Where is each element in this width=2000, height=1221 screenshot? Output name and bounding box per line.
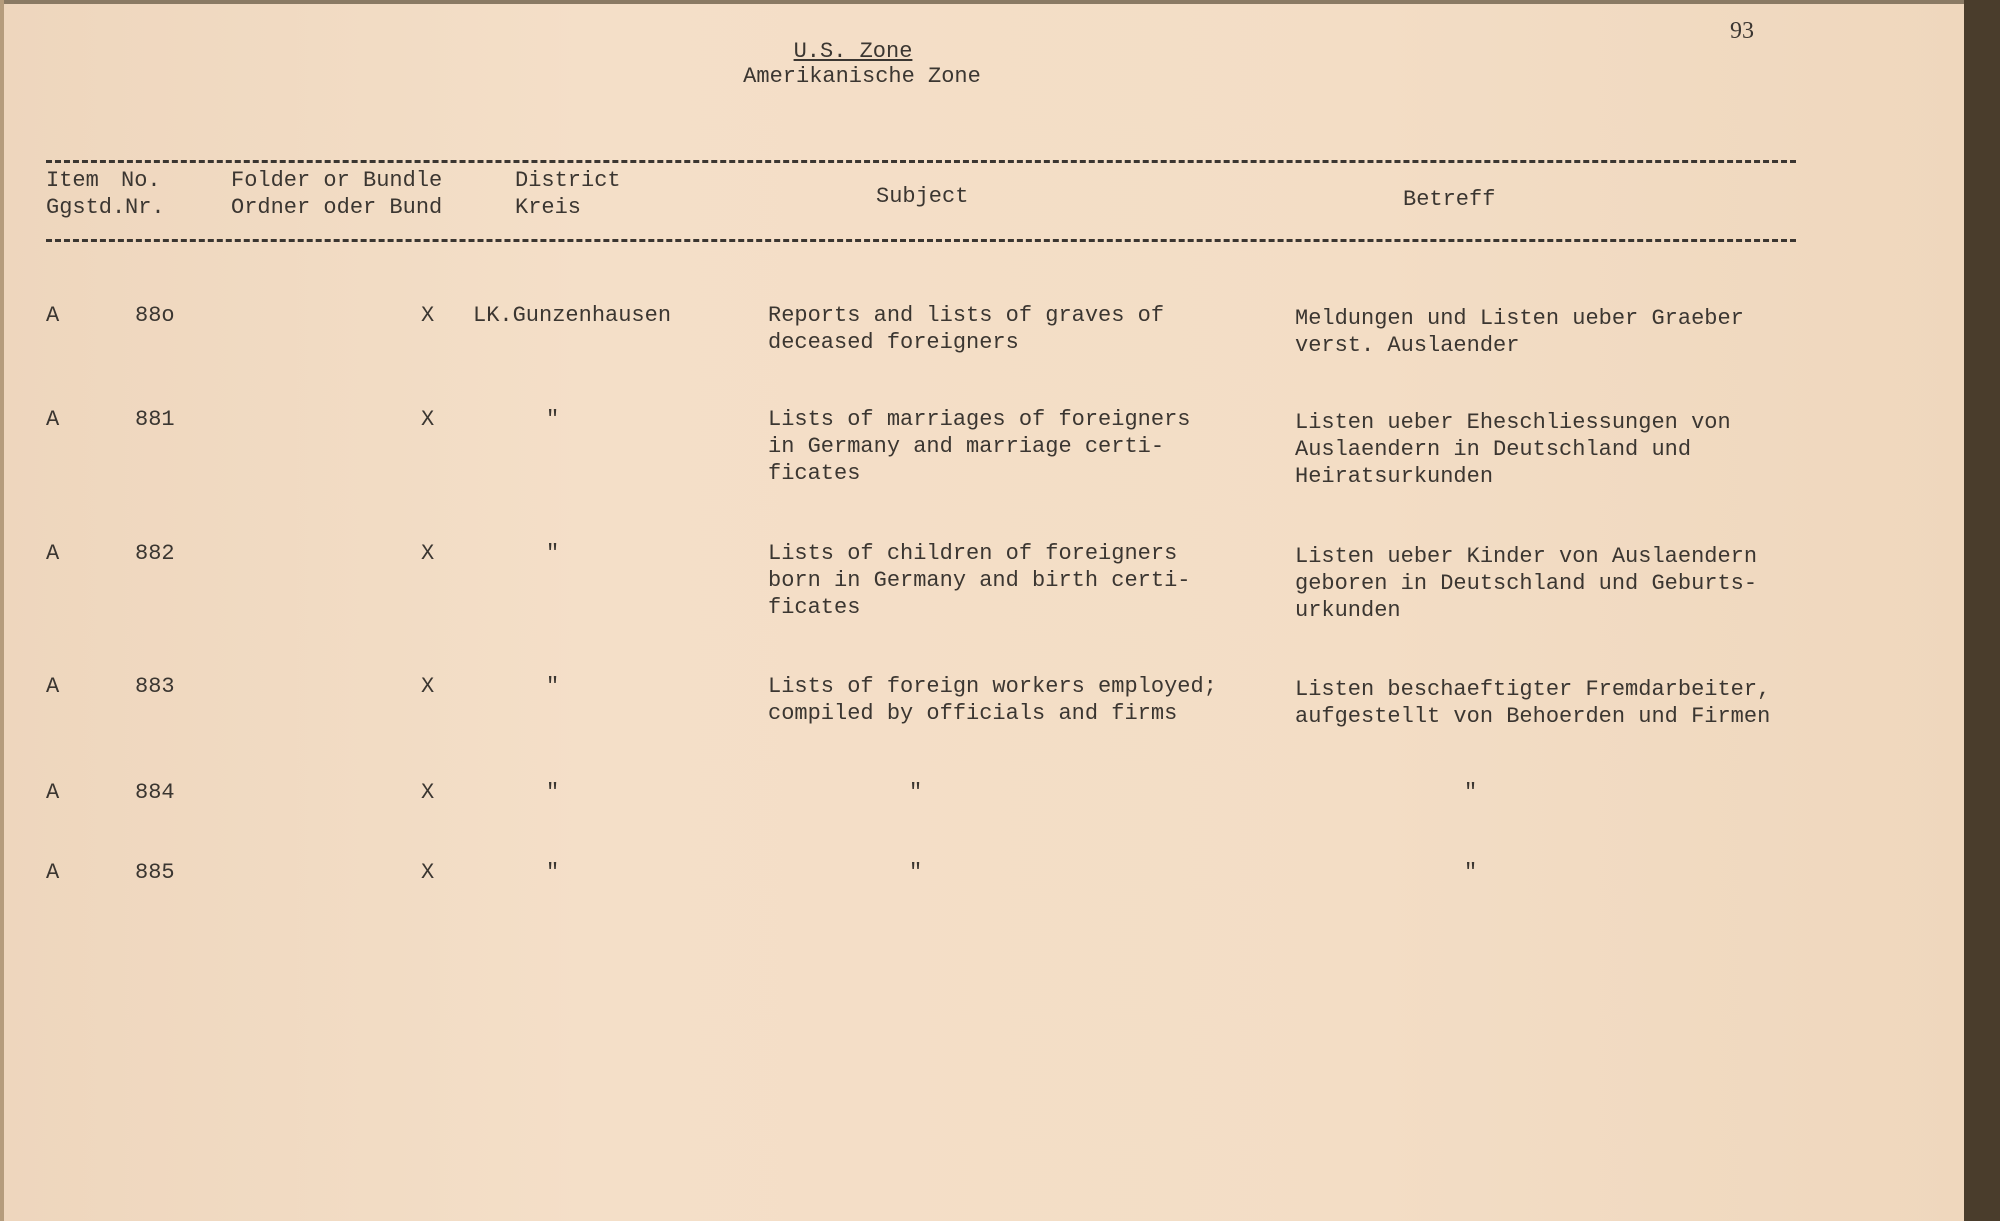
row-number: 882 [135,541,175,566]
row-district: " [546,541,560,566]
page-left-edge [0,0,4,1221]
page-top-edge [0,0,1964,4]
row-subject: " [909,860,923,885]
row-betreff: " [1464,780,1478,805]
header-district: District [515,168,621,193]
row-folder-mark: X [421,407,435,432]
header-item: Item [46,168,99,193]
row-item: A [46,860,60,885]
header-betreff: Betreff [1403,187,1496,212]
row-number: 88o [135,303,175,328]
row-item: A [46,541,60,566]
row-district: " [546,674,560,699]
row-folder-mark: X [421,674,435,699]
row-number: 881 [135,407,175,432]
row-betreff: " [1464,860,1478,885]
row-item: A [46,780,60,805]
header-no-de: Nr. [125,195,165,220]
row-district: " [546,407,560,432]
row-number: 884 [135,780,175,805]
row-district: " [546,860,560,885]
header-district-de: Kreis [515,195,582,220]
row-betreff: Listen beschaeftigter Fremdarbeiter, aufgestellt von Behoerden und Firmen [1295,677,1771,729]
row-folder-mark: X [421,303,435,328]
header-no: No. [121,168,161,193]
zone-title: U.S. Zone [793,39,913,64]
row-betreff: Meldungen und Listen ueber Graeber verst. Auslaender [1295,306,1744,358]
row-subject: Lists of children of foreigners born in Germany and birth certi- ficates [768,541,1191,620]
row-number: 883 [135,674,175,699]
row-subject: Lists of foreign workers employed; compiled by officials and firms [768,674,1217,726]
header-subject: Subject [876,184,969,209]
row-folder-mark: X [421,860,435,885]
row-item: A [46,407,60,432]
row-district: LK.Gunzenhausen [473,303,672,328]
zone-subtitle: Amerikanische Zone [743,64,981,89]
row-subject: Lists of marriages of foreigners in Germany and marriage certi- ficates [768,407,1191,486]
header-divider-bottom [46,239,1796,242]
row-subject: " [909,780,923,805]
header-folder: Folder or Bundle [231,168,443,193]
row-folder-mark: X [421,780,435,805]
row-item: A [46,674,60,699]
book-binding [1964,0,2000,1221]
header-item-de: Ggstd. [46,195,126,220]
row-folder-mark: X [421,541,435,566]
row-betreff: Listen ueber Eheschliessungen von Auslaendern in Deutschland und Heiratsurkunden [1295,410,1731,489]
row-number: 885 [135,860,175,885]
header-folder-de: Ordner oder Bund [231,195,443,220]
header-divider-top [46,160,1796,163]
row-betreff: Listen ueber Kinder von Auslaendern geboren in Deutschland und Geburts- urkunden [1295,544,1758,623]
row-district: " [546,780,560,805]
row-item: A [46,303,60,328]
page-number: 93 [1730,18,1754,44]
row-subject: Reports and lists of graves of deceased foreigners [768,303,1165,355]
